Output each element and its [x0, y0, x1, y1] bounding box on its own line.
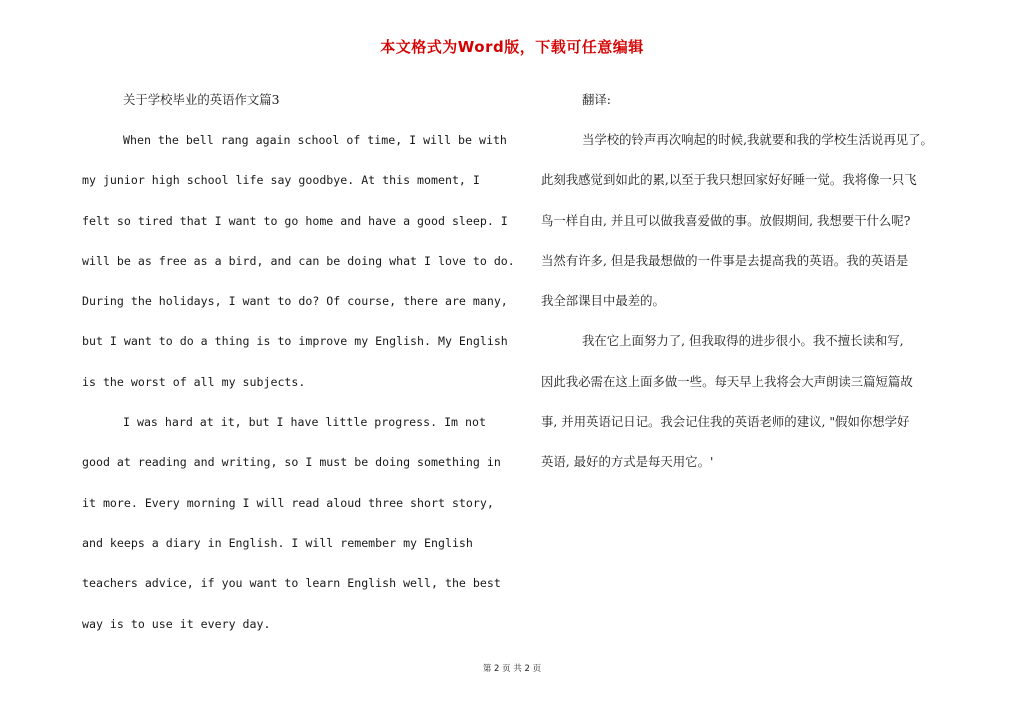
- essay-line: my junior high school life say goodbye. At this moment, I: [82, 173, 480, 188]
- essay-line: will be as free as a bird, and can be doing what I love to do.: [82, 253, 515, 268]
- essay-line: I was hard at it, but I have little progress. Im not: [123, 415, 486, 430]
- essay-line: but I want to do a thing is to improve my English. My English: [82, 334, 508, 349]
- essay-line: During the holidays, I want to do? Of course, there are many,: [82, 294, 508, 309]
- essay-line: felt so tired that I want to go home and have a good sleep. I: [82, 213, 508, 228]
- translation-line: 我全部课目中最差的。: [541, 293, 665, 309]
- translation-column: [541, 80, 961, 483]
- essay-line: way is to use it every day.: [82, 616, 271, 631]
- english-essay-column: [82, 80, 515, 644]
- translation-title: 翻译:: [582, 92, 611, 107]
- page-number: 第 2 页 共 2 页: [482, 664, 542, 674]
- word-format-banner: 本文格式为Word版，下载可任意编辑: [380, 38, 644, 56]
- essay-line: teachers advice, if you want to learn English well, the best: [82, 576, 501, 591]
- essay-line: and keeps a diary in English. I will remember my English: [82, 535, 473, 550]
- translation-line: 此刻我感觉到如此的累,以至于我只想回家好好睡一觉。我将像一只飞: [541, 172, 917, 188]
- translation-line: 鸟一样自由, 并且可以做我喜爱做的事。放假期间, 我想要干什么呢?: [541, 212, 911, 228]
- essay-line: good at reading and writing, so I must be doing something in: [82, 455, 501, 470]
- essay-line: is the worst of all my subjects.: [82, 374, 306, 389]
- translation-line: 当学校的铃声再次响起的时候,我就要和我的学校生活说再见了。: [582, 132, 933, 147]
- translation-line: 因此我必需在这上面多做一些。每天早上我将会大声朗读三篇短篇故: [541, 373, 913, 389]
- essay-title: 关于学校毕业的英语作文篇3: [123, 92, 280, 107]
- essay-line: When the bell rang again school of time, I will be with: [123, 133, 507, 147]
- translation-line: 我在它上面努力了, 但我取得的进步很小。我不擅长读和写,: [582, 333, 904, 349]
- translation-line: 当然有许多, 但是我最想做的一件事是去提高我的英语。我的英语是: [541, 252, 909, 268]
- essay-line: it more. Every morning I will read aloud three short story,: [82, 495, 494, 510]
- translation-line: 事, 并用英语记日记。我会记住我的英语老师的建议, "假如你想学好: [541, 414, 910, 430]
- translation-line: 英语, 最好的方式是每天用它。': [541, 454, 714, 470]
